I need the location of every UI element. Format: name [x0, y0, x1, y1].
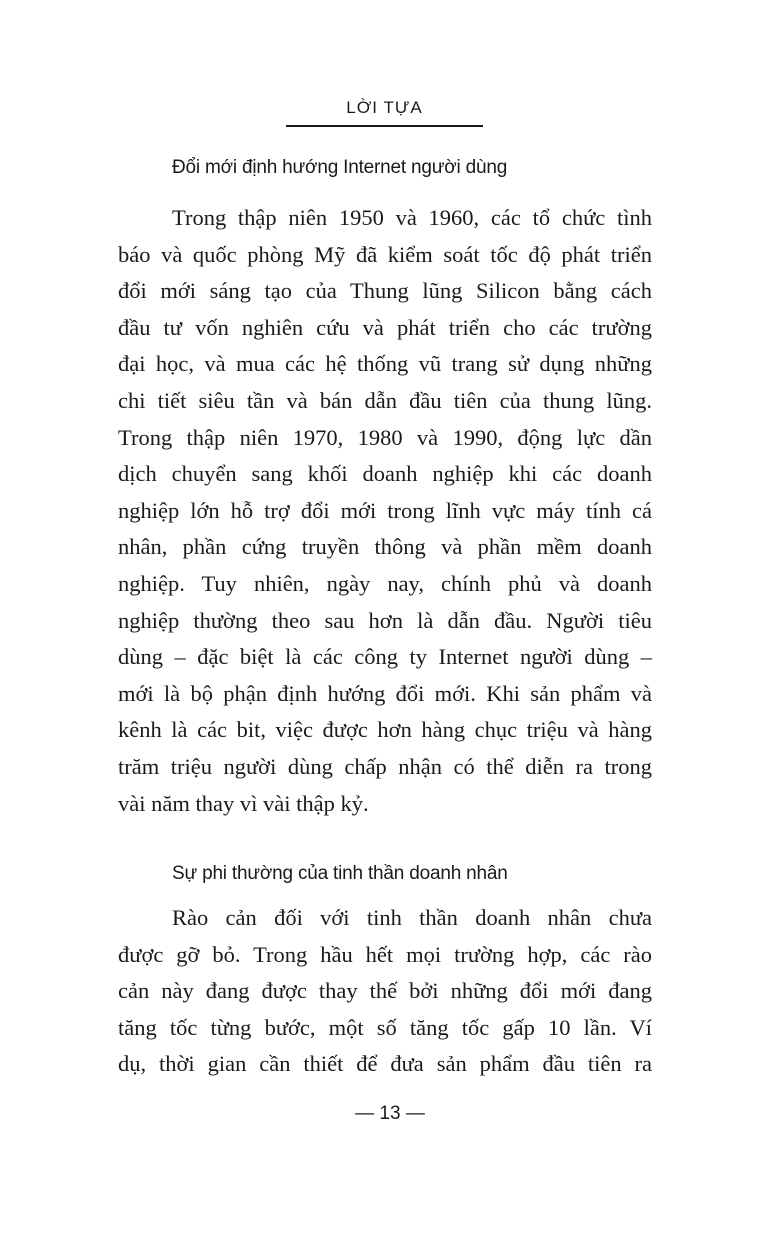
header-rule	[286, 125, 483, 127]
paragraph-line: Rào cản đối với tinh thần doanh nhân chưa	[172, 905, 652, 930]
paragraph-line: nghiệp lớn hỗ trợ đổi mới trong lĩnh vực máy tính cá	[118, 497, 652, 523]
paragraph-line: tăng tốc từng bước, một số tăng tốc gấp 10 lần. Ví	[118, 1014, 652, 1040]
paragraph-line: đầu tư vốn nghiên cứu và phát triển cho các trường	[118, 314, 652, 340]
paragraph-line: nghiệp. Tuy nhiên, ngày nay, chính phủ và doanh	[118, 570, 652, 596]
paragraph-line: được gỡ bỏ. Trong hầu hết mọi trường hợp, các rào	[118, 941, 652, 967]
paragraph-line: Trong thập niên 1970, 1980 và 1990, động lực dần	[118, 424, 652, 450]
paragraph-line: đại học, và mua các hệ thống vũ trang sử dụng những	[118, 351, 652, 377]
paragraph-line: nhân, phần cứng truyền thông và phần mềm doanh	[118, 534, 652, 560]
paragraph-line: dùng – đặc biệt là các công ty Internet người dùng –	[118, 644, 652, 670]
section-heading-1: Đổi mới định hướng Internet người dùng	[172, 157, 508, 178]
paragraph-line: dịch chuyển sang khối doanh nghiệp khi các doanh	[118, 461, 652, 487]
paragraph-line: mới là bộ phận định hướng đổi mới. Khi sản phẩm và	[118, 680, 652, 706]
paragraph-line: vài năm thay vì vài thập kỷ.	[118, 790, 369, 816]
paragraph-2	[118, 900, 652, 1083]
paragraph-line: nghiệp thường theo sau hơn là dẫn đầu. Người tiêu	[118, 607, 652, 633]
paragraph-line: đổi mới sáng tạo của Thung lũng Silicon bằng cách	[118, 278, 652, 304]
paragraph-line: báo và quốc phòng Mỹ đã kiểm soát tốc độ phát triển	[118, 241, 652, 267]
paragraph-line: chi tiết siêu tần và bán dẫn đầu tiên của thung lũng.	[118, 387, 652, 413]
paragraph-line: cản này đang được thay thế bởi những đổi mới đang	[118, 978, 652, 1004]
paragraph-line: Trong thập niên 1950 và 1960, các tổ chức tình	[172, 205, 652, 230]
running-header: LỜI TỰA	[346, 98, 423, 117]
paragraph-line: trăm triệu người dùng chấp nhận có thể diễn ra trong	[118, 753, 652, 779]
paragraph-line: dụ, thời gian cần thiết để đưa sản phẩm đầu tiên ra	[118, 1051, 652, 1077]
section-heading-2: Sự phi thường của tinh thần doanh nhân	[172, 863, 508, 884]
paragraph-line: kênh là các bit, việc được hơn hàng chục triệu và hàng	[118, 717, 652, 743]
paragraph-1	[118, 200, 652, 822]
page-number: — 13 —	[355, 1103, 425, 1124]
